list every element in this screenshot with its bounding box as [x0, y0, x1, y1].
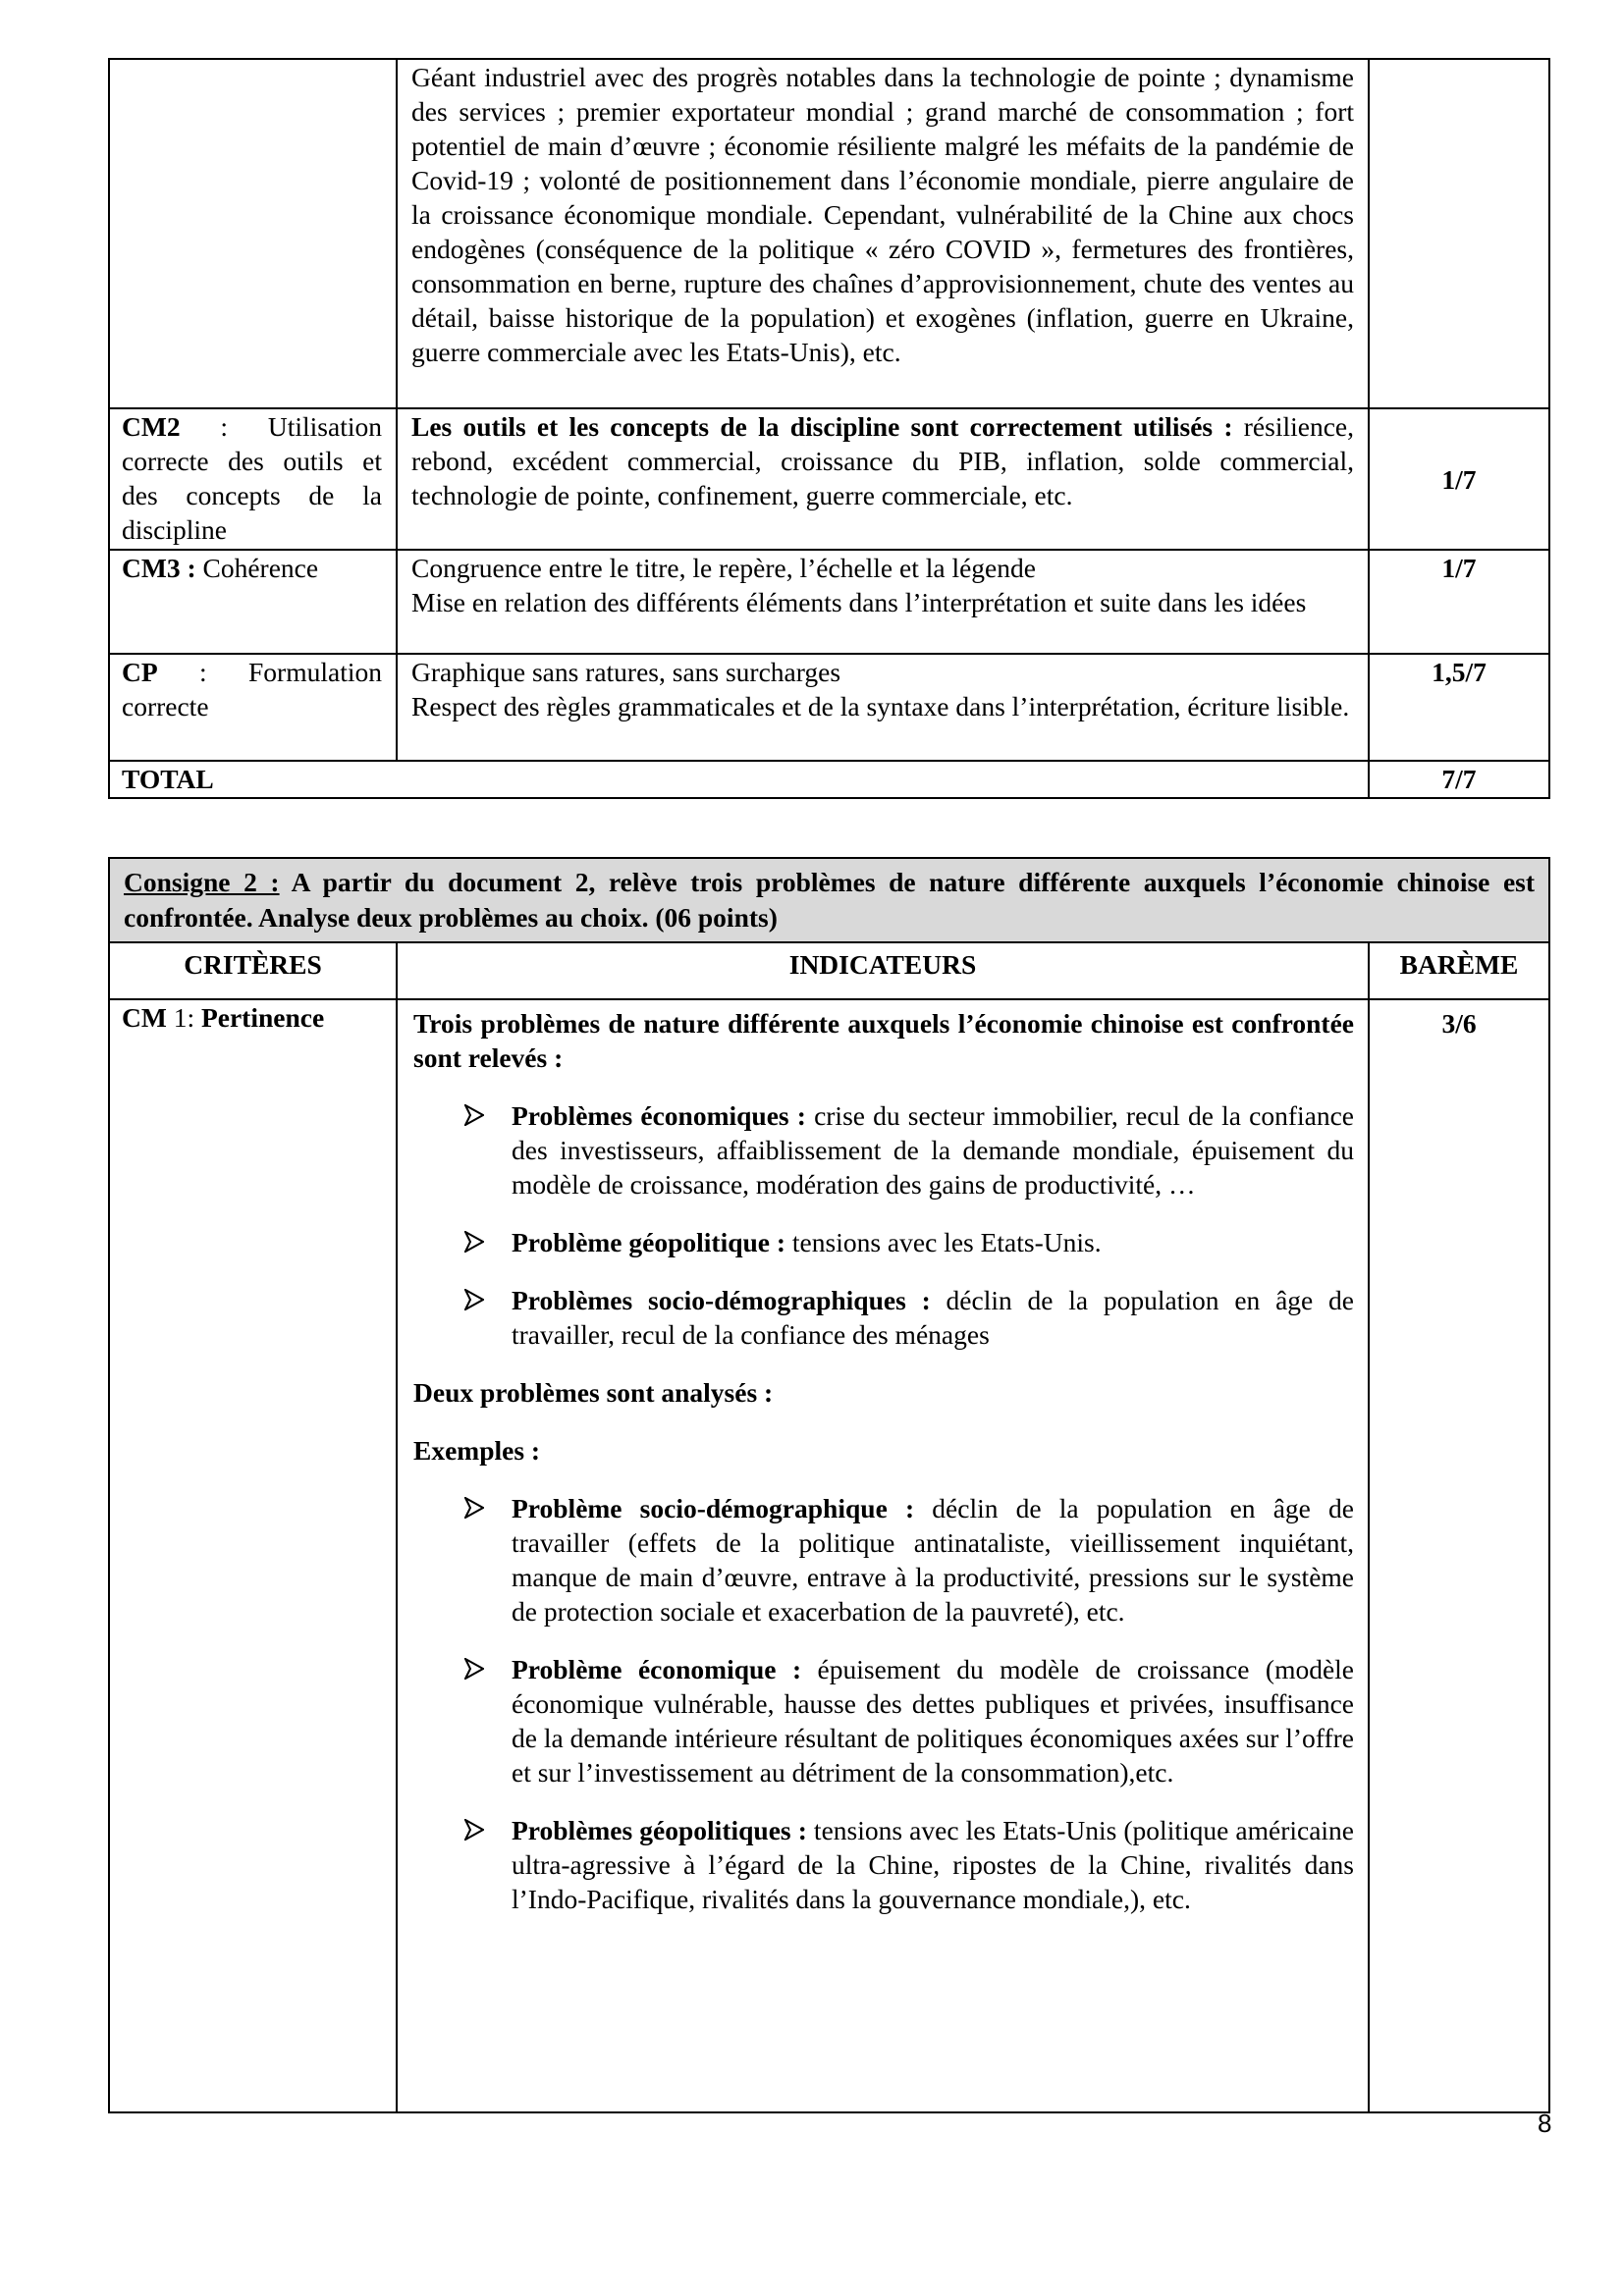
indicator-line: Graphique sans ratures, sans surcharges [411, 657, 841, 687]
bullet-text: déclin de la population en âge de travailler, recul de la confiance des ménages [512, 1285, 1354, 1350]
total-score: 7/7 [1441, 764, 1477, 794]
criterion-code: CP [122, 657, 158, 687]
criterion-text: Formulation correcte [122, 657, 382, 721]
score-value: 1,5/7 [1432, 657, 1487, 687]
criterion-cell [109, 999, 397, 2112]
indicator-cell [397, 550, 1369, 654]
consigne-cell [109, 858, 1549, 942]
list-item [413, 1491, 1354, 1629]
score-cell [1369, 550, 1549, 654]
criterion-text: Cohérence [195, 553, 319, 583]
indicator-lead: Trois problèmes de nature différente auxquels l’économie chinoise est confrontée sont relevés : [413, 1008, 1354, 1073]
list-item [413, 1098, 1354, 1201]
list-item [413, 1813, 1354, 1916]
examples-lead: Exemples : [413, 1435, 541, 1466]
criterion-cell-empty [109, 59, 397, 408]
criterion-cell [109, 550, 397, 654]
criterion-code: CM2 [122, 411, 181, 442]
header-bareme [1369, 942, 1549, 999]
list-item [413, 1652, 1354, 1789]
table-row [109, 59, 1549, 408]
score-cell [1369, 654, 1549, 761]
indicator-text: résilience, rebond, excédent commercial, croissance du PIB, inflation, solde commercial, technologie de pointe, confinement, guerre commerciale, etc. [411, 411, 1354, 510]
criterion-code: CM [122, 1002, 174, 1033]
score-cell [1369, 408, 1549, 550]
bullet-label: Problèmes géopolitiques : [512, 1815, 807, 1845]
criterion-code: CM3 : [122, 553, 196, 583]
table-row [109, 408, 1549, 550]
arrow-bullet-icon [464, 1819, 484, 1841]
score-cell [1369, 999, 1549, 2112]
list-item [413, 1225, 1354, 1259]
header-label: BARÈME [1399, 949, 1519, 980]
table-row [109, 999, 1549, 2112]
arrow-bullet-icon [464, 1289, 484, 1310]
header-label: INDICATEURS [788, 949, 977, 980]
page-number: 8 [1538, 2109, 1552, 2138]
arrow-bullet-icon [464, 1104, 484, 1126]
arrow-bullet-icon [464, 1497, 484, 1519]
criterion-text: Utilisation correcte des outils et des concepts de la discipline [122, 411, 382, 545]
evaluation-table-2 [108, 857, 1550, 2113]
list-item [413, 1283, 1354, 1352]
total-score-cell [1369, 761, 1549, 798]
indicator-cell [397, 654, 1369, 761]
indicator-lead: Les outils et les concepts de la discipline sont correctement utilisés : [411, 411, 1233, 442]
consigne-text: A partir du document 2, relève trois problèmes de nature différente auxquels l’économie chinoise est confrontée. Analyse deux problèmes au choix. (06 points) [124, 867, 1536, 933]
bullet-text: épuisement du modèle de croissance (modèle économique vulnérable, hausse des dettes publiques et privées, insuffisance de la demande intérieure résultant de politiques économiques axées sur l’offre et sur l’investissement au détriment de la consommation),etc. [512, 1654, 1355, 1788]
criterion-text: Pertinence [200, 1002, 325, 1033]
bullet-text: tensions avec les Etats-Unis (politique américaine ultra-agressive à l’égard de la Chine, ripostes de la Chine, rivalités dans l’Indo-Pacifique, rivalités dans la gouvernance mondiale,), etc. [512, 1815, 1355, 1914]
indicator-line: Mise en relation des différents éléments dans l’interprétation et suite dans les idées [411, 587, 1307, 617]
criterion-separator: : [157, 657, 249, 687]
intro-paragraph: Géant industriel avec des progrès notables dans la technologie de pointe ; dynamisme des services ; premier exportateur mondial ; grand marché de consommation ; fort potentiel de main d’œuvre ; économie résiliente malgré les méfaits de la pandémie de Covid-19 ; volonté de positionnement dans l’économie mondiale, pierre angulaire de la croissance économique mondiale. Cependant, vulnérabilité de la Chine aux chocs endogènes (conséquence de la politique « zéro COVID », fermetures des frontières, consommation en berne, rupture des chaînes d’approvisionnement, chute des ventes au détail, baisse historique de la population) et exogènes (inflation, guerre en Ukraine, guerre commerciale avec les Etats-Unis), etc. [411, 62, 1354, 367]
header-criteres [109, 942, 397, 999]
bullet-text: déclin de la population en âge de travailler (effets de la politique antinataliste, vieillissement inquiétant, manque de main d’œuvre, entrave à la productivité, pressions sur le système de protection sociale et exacerbation de la pauvreté), etc. [512, 1493, 1354, 1627]
header-label: CRITÈRES [184, 949, 322, 980]
score-value: 3/6 [1441, 1008, 1477, 1039]
indicator-cell [397, 408, 1369, 550]
bullet-label: Problème économique : [512, 1654, 802, 1684]
criterion-cell [109, 654, 397, 761]
indicator-line: Respect des règles grammaticales et de la syntaxe dans l’interprétation, écriture lisible. [411, 691, 1350, 721]
header-indicateurs [397, 942, 1369, 999]
table-row [109, 550, 1549, 654]
arrow-bullet-icon [464, 1231, 484, 1253]
header-row [109, 942, 1549, 999]
table-row [109, 761, 1549, 798]
bullet-text: crise du secteur immobilier, recul de la confiance des investisseurs, affaiblissement de la demande mondiale, épuisement du modèle de croissance, modération des gains de productivité, … [512, 1100, 1354, 1200]
score-value: 1/7 [1441, 553, 1477, 583]
indicator-cell [397, 59, 1369, 408]
score-value: 1/7 [1441, 463, 1477, 495]
arrow-bullet-icon [464, 1658, 484, 1680]
analysis-lead: Deux problèmes sont analysés : [413, 1377, 774, 1408]
bullet-label: Problème socio-démographique : [512, 1493, 915, 1523]
score-cell-empty [1369, 59, 1549, 408]
consigne-label: Consigne 2 : [124, 867, 280, 897]
bullet-text: tensions avec les Etats-Unis. [785, 1227, 1102, 1257]
criterion-separator: : [187, 1002, 201, 1033]
total-label: TOTAL [122, 764, 214, 794]
bullet-label: Problèmes économiques : [512, 1100, 806, 1131]
indicator-line: Congruence entre le titre, le repère, l’échelle et la légende [411, 553, 1036, 583]
bullet-list-1 [413, 1098, 1354, 1352]
bullet-label: Problèmes socio-démographiques : [512, 1285, 931, 1315]
bullet-list-2 [413, 1491, 1354, 1916]
indicator-cell [397, 999, 1369, 2112]
consigne-row [109, 858, 1549, 942]
bullet-label: Problème géopolitique : [512, 1227, 786, 1257]
table-row [109, 654, 1549, 761]
total-label-cell [109, 761, 1369, 798]
criterion-cell [109, 408, 397, 550]
criterion-separator: : [180, 411, 268, 442]
criterion-num: 1 [173, 1002, 188, 1033]
evaluation-table-1 [108, 58, 1550, 799]
